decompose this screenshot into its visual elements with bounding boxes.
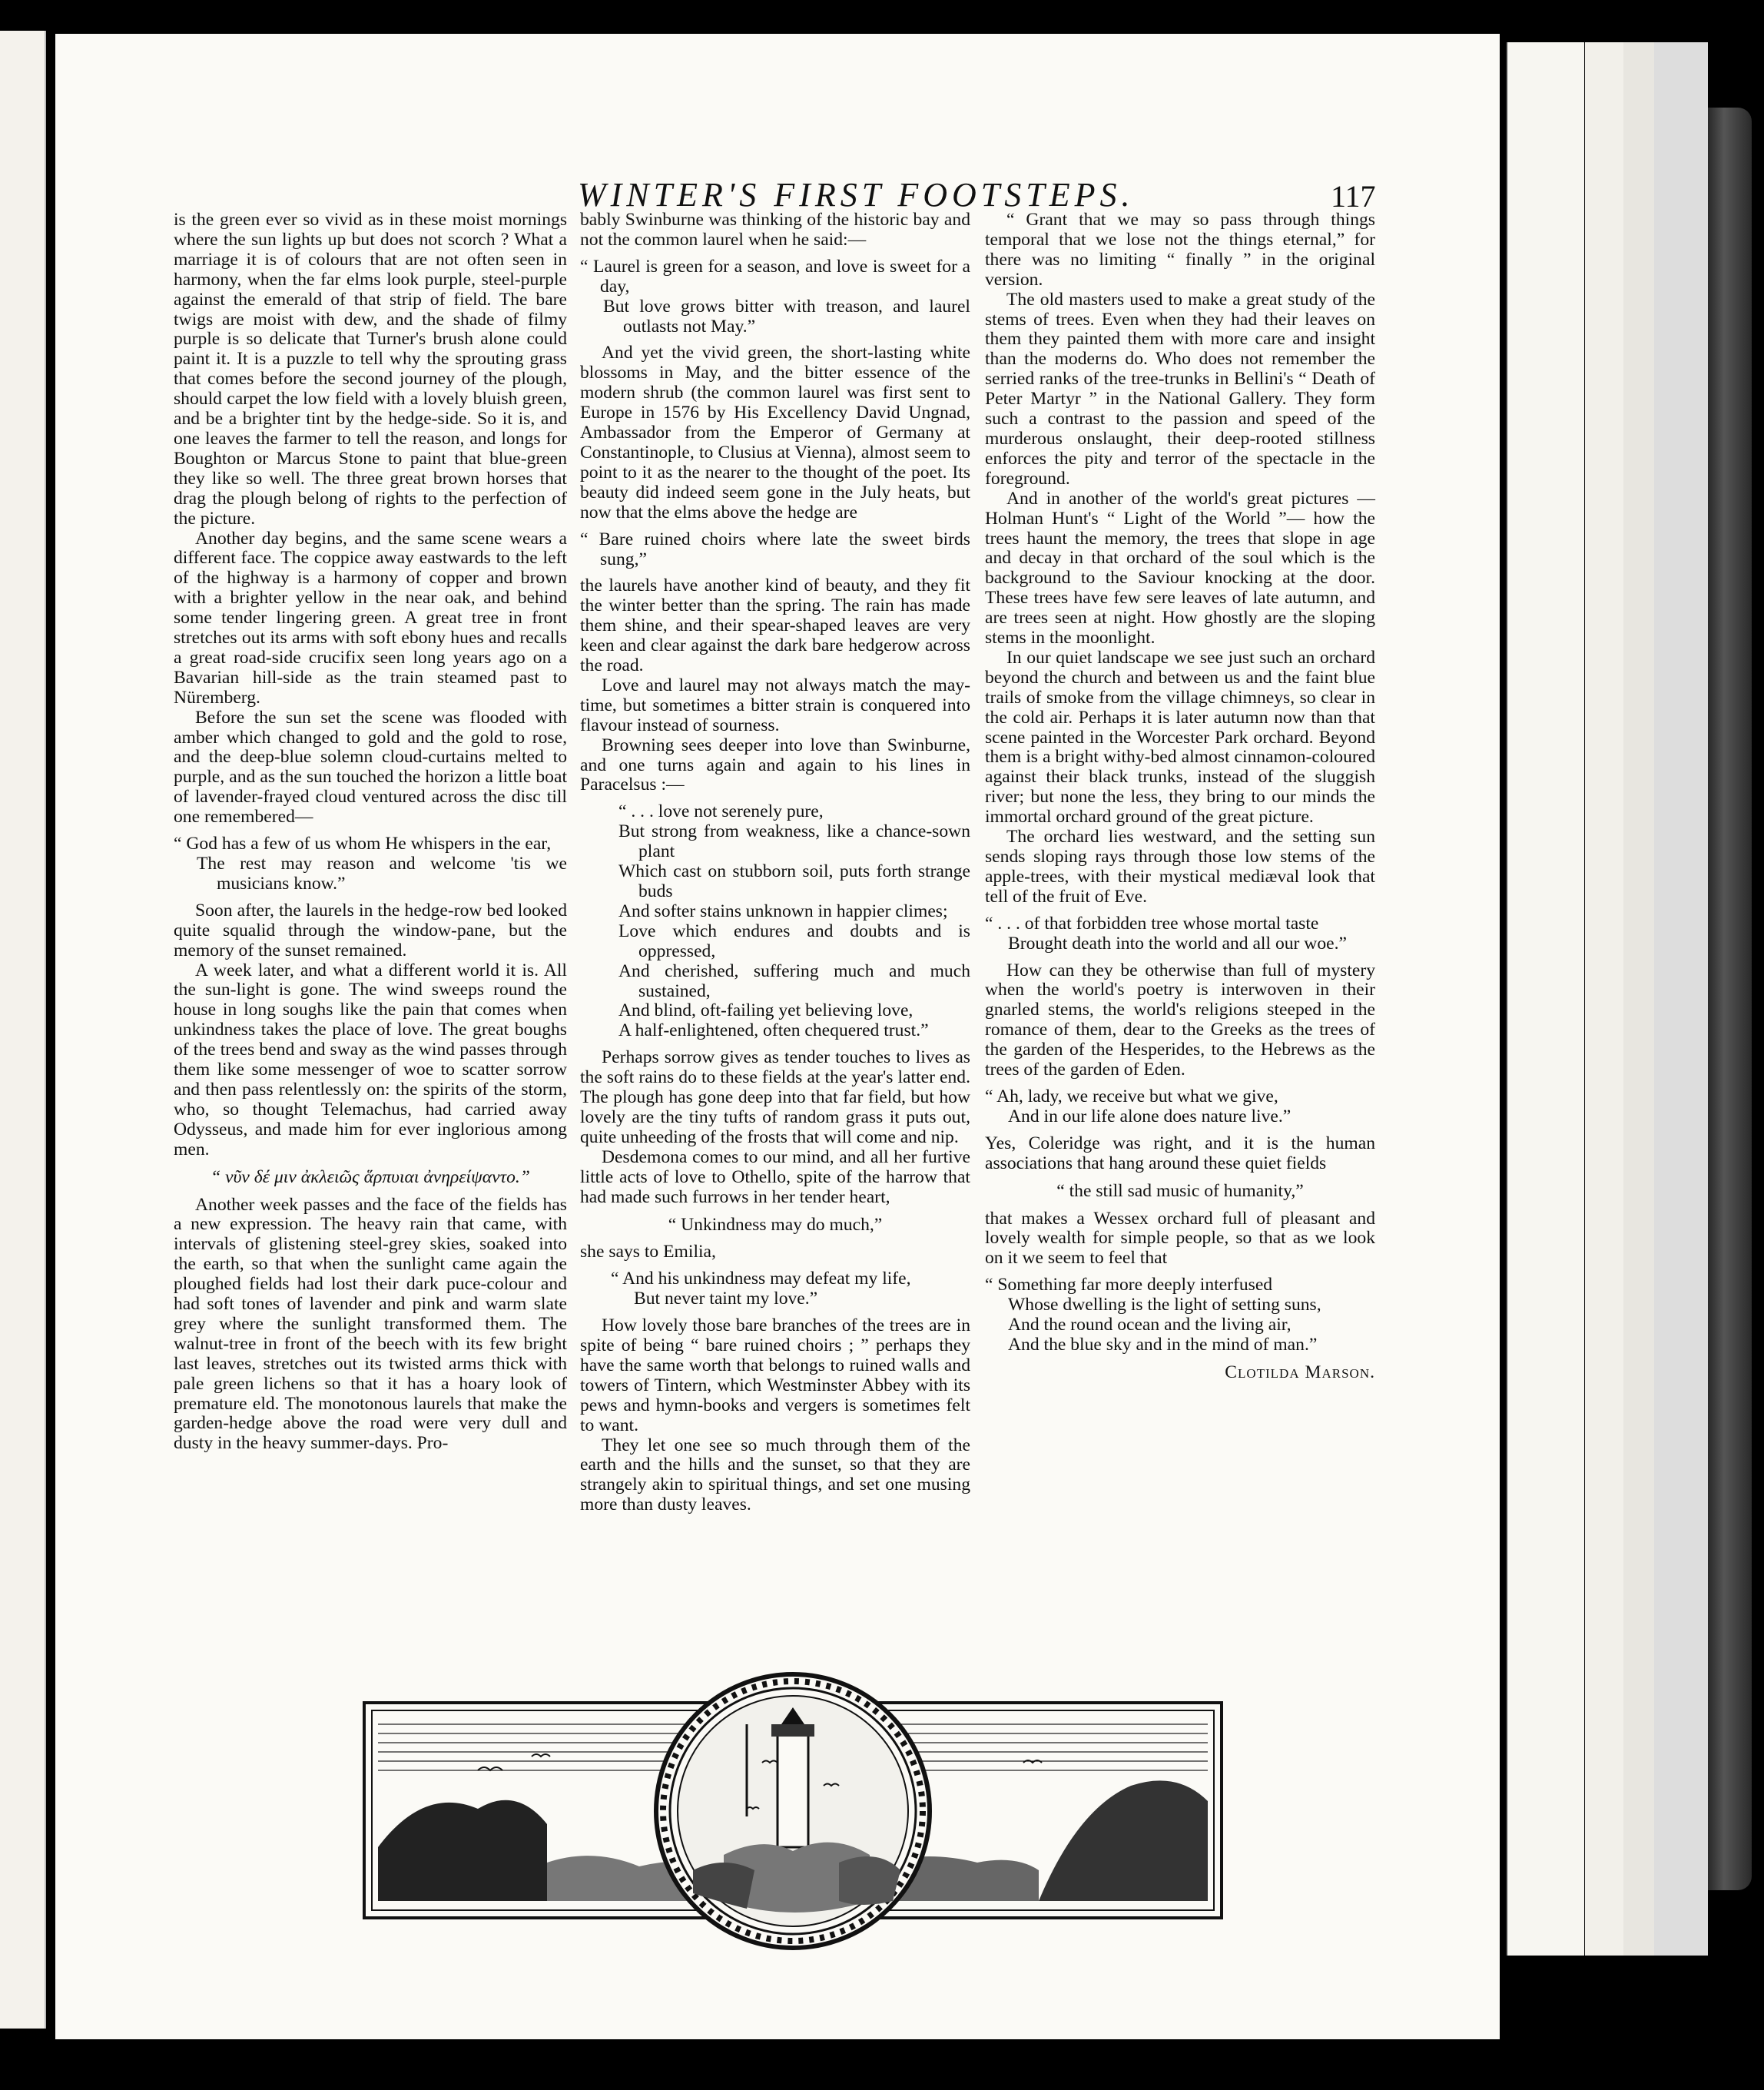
quote-line: And softer stains unknown in happier climes; — [618, 901, 948, 921]
quotation — [580, 530, 970, 570]
quote-line: “ God has a few of us whom He whispers in the ear, — [174, 834, 552, 854]
quote-line: “ Ah, lady, we receive but what we give, — [985, 1086, 1278, 1106]
quotation — [985, 1276, 1375, 1355]
quote-line: “ . . . of that forbidden tree whose mortal taste — [985, 913, 1319, 934]
quote-line: A half-enlightened, often chequered trust.” — [618, 1020, 929, 1041]
paragraph: bably Swinburne was thinking of the historic bay and not the common laurel when he said:— — [580, 210, 970, 250]
paragraph: Desdemona comes to our mind, and all her furtive little acts of love to Othello, spite of the harrow that had made such furrows in her tender heart, — [580, 1146, 970, 1207]
paragraph: How lovely those bare branches of the trees are in spite of being “ bare ruined choirs ; ” perhaps they have the same worth that belongs to ruined walls and towers of Tintern, which Westminster Abbey with its pews and hymn-books and vergers is sometimes felt to want. — [580, 1315, 970, 1435]
quote-line: And in our life alone does nature live.” — [1008, 1106, 1292, 1126]
paragraph: Before the sun set the scene was flooded with amber which changed to gold and the gold to rose, and the deep-blue solemn cloud-curtains melted to purple, and as the sun touched the horizon a little boat of lavender-frayed cloud ventured across the disc till one remembered— — [174, 707, 567, 828]
quote-line: And blind, oft-failing yet believing love, — [618, 1000, 914, 1021]
facing-page-edge — [0, 31, 46, 2029]
book-page — [55, 34, 1500, 2039]
paragraph: And in another of the world's great pictures —Holman Hunt's “ Light of the World ”— how the trees haunt the memory, the trees that slope in age and decay in that orchard of the soul which is the background to the Saviour knocking at the door. These trees have few sere leaves of late autumn, and are trees seen at night. How ghostly are the sloping stems in the moonlight. — [985, 488, 1375, 649]
paragraph: Love and laurel may not always match the may-time, but sometimes a bitter strain is conquered into flavour instead of sourness. — [580, 675, 970, 735]
quotation — [985, 914, 1375, 954]
quote-line: And the blue sky and in the mind of man.” — [1008, 1334, 1318, 1355]
quote-line: “ . . . love not serenely pure, — [618, 801, 824, 822]
quotation — [580, 802, 970, 1041]
quote-line: But strong from weakness, like a chance-sown plant — [618, 821, 970, 862]
quote-line: “ Laurel is green for a season, and love is sweet for a day, — [580, 256, 970, 297]
quotation — [580, 257, 970, 337]
paragraph: Soon after, the laurels in the hedge-row bed looked quite squalid through the window-pane, but the memory of the sunset remained. — [174, 900, 567, 960]
paragraph: she says to Emilia, — [580, 1242, 716, 1262]
greek-quotation: “ νῦν δέ μιν ἀκλειῶς ἅρπυιαι ἀνηρείψαντο.” — [211, 1166, 530, 1187]
quote-line: Whose dwelling is the light of setting suns, — [1008, 1295, 1321, 1315]
paragraph: Yes, Coleridge was right, and it is the human associations that hang around these quiet fields — [985, 1133, 1375, 1173]
paragraph: And yet the vivid green, the short-lasting white blossoms in May, and the bitter essence of the modern shrub (the common laurel was first sent to Europe in 1576 by His Excellency David Ungnad, Ambassador from the Emperor of Germany at Constantinople, to Clusius at Vienna), almost seem to point to it as the nearer to the thought of the poet. Its beauty did indeed seem gone in the July heats, but now that the elms above the hedge are — [580, 343, 970, 522]
page-number: 117 — [1331, 179, 1376, 214]
paragraph: The orchard lies westward, and the setting sun sends sloping rays through those low stems of the apple-trees, with their mystical mediæval look that tell of the fruit of Eve. — [985, 827, 1375, 907]
quote-line: But never taint my love.” — [634, 1289, 818, 1309]
quote-line: And the round ocean and the living air, — [1008, 1315, 1292, 1335]
book-spine — [1706, 108, 1752, 1890]
page-header — [55, 148, 1500, 214]
quote-line: And cherished, suffering much and much sustained, — [618, 960, 970, 1001]
paragraph: In our quiet landscape we see just such an orchard beyond the church and between us and the faint blue trails of smoke from the village chimneys, so clear in the cold air. Perhaps it is later autumn now than that scene painted in the Worcester Park orchard. Beyond them is a bright withy-bed almost cinnamon-coloured against their black trunks, instead of the sluggish river; but none the less, they bring to our minds the immortal orchard ground of the great picture. — [985, 647, 1375, 828]
paragraph: They let one see so much through them of the earth and the hills and the sunset, so that they are strangely akin to spiritual things, and set one musing more than dusty leaves. — [580, 1435, 970, 1515]
quote-line: Which cast on stubborn soil, puts forth strange buds — [618, 861, 970, 901]
quotation — [985, 1087, 1375, 1127]
quote-line: “ And his unkindness may defeat my life, — [611, 1269, 911, 1289]
text-column-1 — [174, 211, 567, 1454]
page-block-edge — [1506, 42, 1584, 1956]
quote-line: “ Bare ruined choirs where late the sweet birds sung,” — [580, 529, 970, 569]
paragraph: the laurels have another kind of beauty, and they fit the winter better than the spring. The rain has made them shine, and their spear-shaped leaves are very keen and clear against the dark bare hedgerow across the road. — [580, 576, 970, 676]
paragraph: How can they be otherwise than full of mystery when the world's poetry is interwoven in their gnarled stems, the world's religions steeped in the romance of them, dear to the Greeks as the trees of the garden of the Hesperides, to the Hebrews as the trees of the garden of Eden. — [985, 960, 1375, 1080]
quotation — [580, 1269, 970, 1309]
text-column-3 — [985, 211, 1375, 1383]
page-block-edge — [1621, 42, 1654, 1956]
paragraph: is the green ever so vivid as in these moist mornings where the sun lights up but does not scorch ? What a marriage it is of colours that are not often seen in harmony, when the far elms look purple, steel-purple against the emerald of that strip of field. The bare twigs are moist with dew, and the shade of filmy purple is so delicate that Turner's brush alone could paint it. It is a puzzle to tell why the sprouting grass that comes before the second journey of the plough, should carpet the low field with a lovely bluish green, and be a brighter tint by the hedge-side. So it is, and one leaves the farmer to tell the reason, and longs for Boughton or Marcus Stone to paint that blue-green they like so well. The three great brown horses that drag the plough belong of rights to the perfection of the picture. — [174, 210, 567, 529]
paragraph: Browning sees deeper into love than Swinburne, and one turns again and again to his lines in Paracelsus :— — [580, 735, 970, 795]
paragraph: The old masters used to make a great study of the stems of trees. Even when they had their leaves on them they painted them with more care and insight than the moderns do. Who does not remember the serried ranks of the tree-trunks in Bellini's “ Death of Peter Martyr ” in the National Gallery. They form such a contrast to the passion and speed of the murderous onslaught, their deep-rooted stillness enforces the pity and terror of the spectacle in the foreground. — [985, 289, 1375, 489]
quote-line: The rest may reason and welcome 'tis we musicians know.” — [197, 854, 567, 894]
text-column-2 — [580, 211, 970, 1515]
page-block-edge — [1583, 42, 1623, 1956]
quote-line: Brought death into the world and all our woe.” — [1008, 933, 1347, 954]
page-block-edge — [1652, 42, 1708, 1956]
quotation: “ the still sad music of humanity,” — [1056, 1180, 1304, 1201]
paragraph: Another day begins, and the same scene wears a different face. The coppice away eastwards to the left of the highway is a harmony of copper and brown with a brighter yellow in the near oak, and behind some tender lingering green. A great tree in front stretches out its arms with soft ebony hues and recalls a great road-side crucifix seen long years ago on a Bavarian hill-side as the train steamed past to Nüremberg. — [174, 528, 567, 708]
quote-line: “ Something far more deeply interfused — [985, 1275, 1273, 1295]
paragraph: that makes a Wessex orchard full of pleasant and lovely wealth for simple people, so that as we look on it we seem to feel that — [985, 1208, 1375, 1269]
paragraph: A week later, and what a different world it is. All the sun-light is gone. The wind sweeps round the house in long soughs like the pain that comes when unkindness takes the place of love. The great boughs of the trees bend and sway as the wind passes through them like some messenger of woe to scatter sorrow and then pass relentlessly on: the spirits of the storm, who, so thought Telemachus, had carried away Odysseus, and made him for ever inglorious among men. — [174, 960, 567, 1159]
quotation — [174, 834, 567, 894]
quotation: “ Unkindness may do much,” — [668, 1214, 883, 1235]
paragraph: Perhaps sorrow gives as tender touches to lives as the soft rains do to these fields at the year's latter end. The plough has gone deep into that far field, but how lovely are the tiny tufts of random grass it puts out, quite unheeding of the frosts that will come and nip. — [580, 1047, 970, 1147]
quote-line: But love grows bitter with treason, and laurel outlasts not May.” — [603, 296, 970, 337]
running-title: WINTER'S FIRST FOOTSTEPS. — [578, 176, 1135, 214]
paragraph: “ Grant that we may so pass through things temporal that we lose not the things eternal,” for there was no limiting “ finally ” in the original version. — [985, 210, 1375, 290]
paragraph: Another week passes and the face of the fields has a new expression. The heavy rain that came, with intervals of glistening steel-grey skies, soaked into the earth, so that when the sunlight came again the ploughed fields had lost their dark puce-colour and had soft tones of lavender and pink and warm slate grey where the sunlight transformed them. The walnut-tree in front of the beech with its few bright last leaves, stretches out its twisted arms thick with pale green lichens so that it has a hoary look of premature eld. The monotonous laurels that make the garden-hedge above the road were very dull and dusty in the heavy summer-days. Pro- — [174, 1194, 567, 1454]
lighthouse-vignette-illustration — [363, 1670, 1223, 1952]
author-signature: Clotilda Marson. — [1225, 1362, 1375, 1382]
quote-line: Love which endures and doubts and is oppressed, — [618, 921, 970, 961]
